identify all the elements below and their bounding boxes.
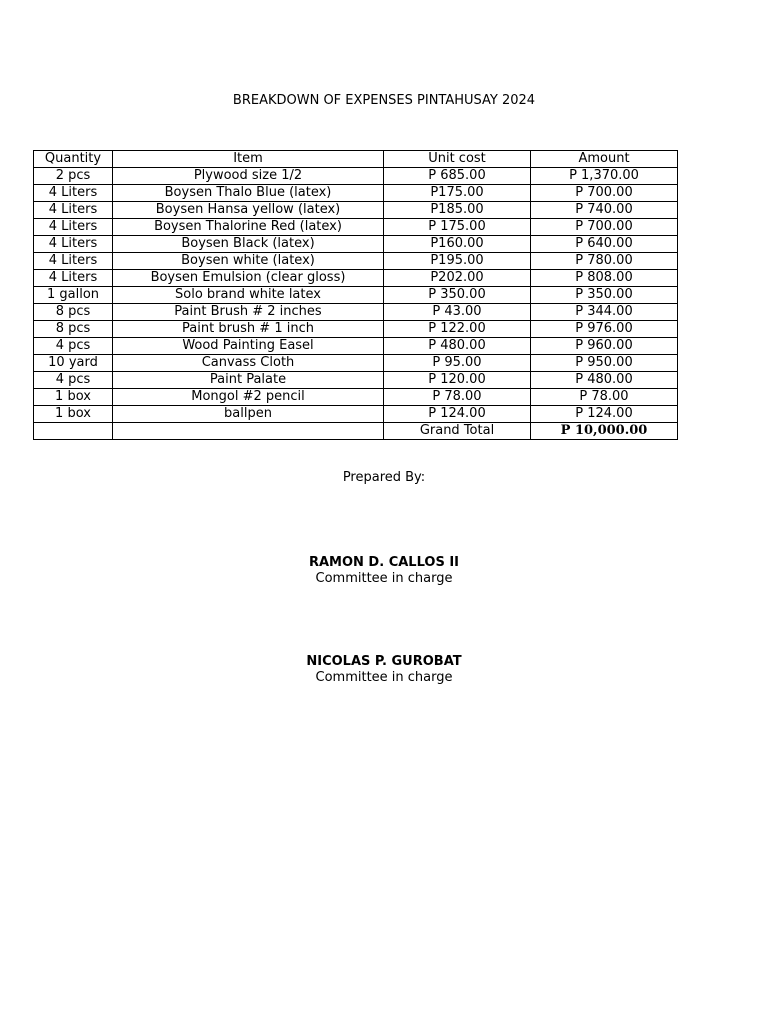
cell-amount: P 78.00	[531, 389, 678, 406]
cell-item: Paint Brush # 2 inches	[113, 304, 384, 321]
cell-item: ballpen	[113, 406, 384, 423]
cell-quantity: 1 box	[34, 389, 113, 406]
cell-unit-cost: P 122.00	[384, 321, 531, 338]
cell-unit-cost: P 78.00	[384, 389, 531, 406]
expenses-table	[33, 150, 678, 440]
header-unit-cost: Unit cost	[384, 151, 531, 168]
table-row	[34, 185, 678, 202]
cell-unit-cost: P 120.00	[384, 372, 531, 389]
cell-unit-cost: P 350.00	[384, 287, 531, 304]
cell-item: Plywood size 1/2	[113, 168, 384, 185]
cell-quantity: 1 box	[34, 406, 113, 423]
cell-unit-cost: P 175.00	[384, 219, 531, 236]
cell-item: Boysen Black (latex)	[113, 236, 384, 253]
cell-amount: P 700.00	[531, 219, 678, 236]
signatory-role: Committee in charge	[315, 670, 453, 685]
cell-quantity: 4 Liters	[34, 185, 113, 202]
cell-item: Boysen Emulsion (clear gloss)	[113, 270, 384, 287]
cell-item: Wood Painting Easel	[113, 338, 384, 355]
cell-amount: P 808.00	[531, 270, 678, 287]
cell-quantity: 8 pcs	[34, 321, 113, 338]
cell-amount: P 960.00	[531, 338, 678, 355]
cell-unit-cost: P 685.00	[384, 168, 531, 185]
cell-quantity: 4 Liters	[34, 253, 113, 270]
cell-item: Boysen Hansa yellow (latex)	[113, 202, 384, 219]
table-row	[34, 219, 678, 236]
table-row	[34, 270, 678, 287]
table-header-row	[34, 151, 678, 168]
cell-item: Mongol #2 pencil	[113, 389, 384, 406]
cell-unit-cost: P175.00	[384, 185, 531, 202]
cell-amount: P 480.00	[531, 372, 678, 389]
cell-quantity: 4 Liters	[34, 202, 113, 219]
document-title: BREAKDOWN OF EXPENSES PINTAHUSAY 2024	[232, 93, 536, 108]
table-row	[34, 236, 678, 253]
cell-amount: P 640.00	[531, 236, 678, 253]
cell-quantity: 2 pcs	[34, 168, 113, 185]
prepared-by-label: Prepared By:	[342, 470, 426, 485]
cell-item: Boysen white (latex)	[113, 253, 384, 270]
table-row	[34, 355, 678, 372]
cell-quantity: 8 pcs	[34, 304, 113, 321]
cell-quantity: 4 pcs	[34, 372, 113, 389]
cell-quantity: 10 yard	[34, 355, 113, 372]
grand-total-label: Grand Total	[384, 423, 531, 440]
cell-unit-cost: P202.00	[384, 270, 531, 287]
cell-unit-cost: P160.00	[384, 236, 531, 253]
grand-total-value: P 10,000.00	[531, 423, 678, 440]
cell-amount: P 124.00	[531, 406, 678, 423]
cell-item: Boysen Thalo Blue (latex)	[113, 185, 384, 202]
header-item: Item	[113, 151, 384, 168]
cell-unit-cost: P 43.00	[384, 304, 531, 321]
cell-unit-cost: P 124.00	[384, 406, 531, 423]
cell-item: Solo brand white latex	[113, 287, 384, 304]
grand-total-empty-item	[113, 423, 384, 440]
cell-amount: P 976.00	[531, 321, 678, 338]
header-amount: Amount	[531, 151, 678, 168]
cell-unit-cost: P195.00	[384, 253, 531, 270]
header-quantity: Quantity	[34, 151, 113, 168]
signatory-name: RAMON D. CALLOS II	[308, 555, 460, 570]
cell-quantity: 4 Liters	[34, 270, 113, 287]
table-row	[34, 253, 678, 270]
cell-quantity: 4 Liters	[34, 219, 113, 236]
table-row	[34, 304, 678, 321]
table-row	[34, 202, 678, 219]
cell-amount: P 344.00	[531, 304, 678, 321]
grand-total-row	[34, 423, 678, 440]
table-row	[34, 321, 678, 338]
cell-quantity: 4 Liters	[34, 236, 113, 253]
cell-quantity: 4 pcs	[34, 338, 113, 355]
cell-quantity: 1 gallon	[34, 287, 113, 304]
cell-unit-cost: P 95.00	[384, 355, 531, 372]
signatory-role: Committee in charge	[315, 571, 453, 586]
cell-amount: P 740.00	[531, 202, 678, 219]
cell-amount: P 350.00	[531, 287, 678, 304]
cell-amount: P 780.00	[531, 253, 678, 270]
cell-item: Paint brush # 1 inch	[113, 321, 384, 338]
table-body	[34, 168, 678, 423]
cell-amount: P 950.00	[531, 355, 678, 372]
cell-amount: P 1,370.00	[531, 168, 678, 185]
table-row	[34, 287, 678, 304]
cell-unit-cost: P 480.00	[384, 338, 531, 355]
signatory-name: NICOLAS P. GUROBAT	[306, 654, 462, 669]
table-row	[34, 338, 678, 355]
cell-unit-cost: P185.00	[384, 202, 531, 219]
cell-item: Canvass Cloth	[113, 355, 384, 372]
table-row	[34, 389, 678, 406]
cell-item: Boysen Thalorine Red (latex)	[113, 219, 384, 236]
cell-item: Paint Palate	[113, 372, 384, 389]
table-row	[34, 168, 678, 185]
table-row	[34, 372, 678, 389]
cell-amount: P 700.00	[531, 185, 678, 202]
signatory-block	[0, 654, 768, 686]
table-row	[34, 406, 678, 423]
grand-total-empty-quantity	[34, 423, 113, 440]
signatory-block	[0, 555, 768, 587]
